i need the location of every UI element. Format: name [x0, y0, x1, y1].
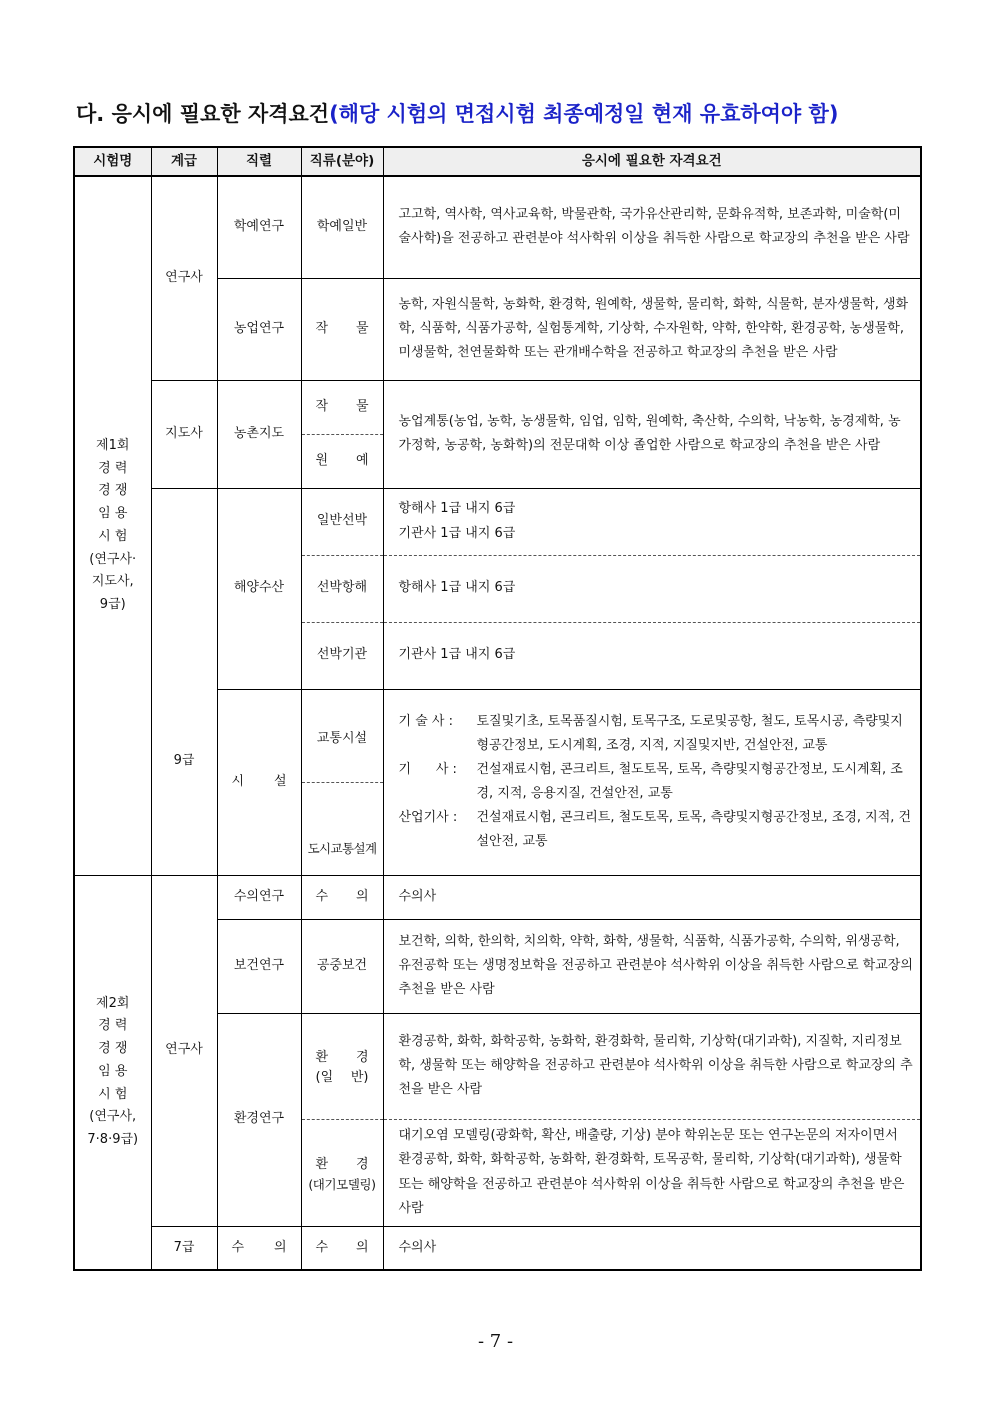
requirement-cell: 항해사 1급 내지 6급 기관사 1급 내지 6급 — [383, 488, 921, 555]
requirement-cell: 기 술 사 : 토질및기초, 토목품질시험, 토목구조, 도로및공항, 철도, 토목시공, 측량및지형공간정보, 도시계획, 조경, 지적, 지질및지반, 건설안전, 교통 기 사 : 건설재료시험, 콘크리트, 철도토목, 토목, 측량및지형공간정보, 도시계획, 조경, 지적, 응용지질, 건설안전, 교통 산업기사 : 건설재료시험, 콘크리트, 철도토목, 토목, 측량및지형공간정보, 조경, 지적, 건설안전, 교통 — [383, 689, 921, 875]
grade-cell: 9급 — [151, 488, 217, 875]
header-requirement: 응시에 필요한 자격요건 — [383, 147, 921, 176]
requirement-cell: 고고학, 역사학, 역사교육학, 박물관학, 국가유산관리학, 문화유적학, 보존과학, 미술학(미술사학)을 전공하고 관련분야 석사학위 이상을 취득한 사람으로 학교장의 추천을 받은 사람 — [383, 176, 921, 278]
exam-name-1: 제1회 경 력 경 쟁 임 용 시 험 (연구사· 지도사, 9급) — [74, 176, 151, 875]
requirement-cell: 기관사 1급 내지 6급 — [383, 622, 921, 689]
series-cell: 수 의 — [217, 1226, 301, 1270]
heading-note: (해당 시험의 면접시험 최종예정일 현재 유효하여야 함) — [329, 102, 839, 126]
requirement-cell: 항해사 1급 내지 6급 — [383, 555, 921, 622]
field-cell: 작 물 — [301, 380, 383, 434]
requirement-cell: 수의사 — [383, 875, 921, 919]
field-cell: 수 의 — [301, 1226, 383, 1270]
requirement-cell: 대기오염 모델링(광화학, 확산, 배출량, 기상) 분야 학위논문 또는 연구논문의 저자이면서 환경공학, 화학, 화학공학, 농화학, 환경화학, 토목공학, 물리학, 기상학(대기과학), 생물학 또는 해양학을 전공하고 관련분야 석사학위 이상을 취득한 사람으로 학교장의 추천을 받은 사람 — [383, 1119, 921, 1226]
field-cell: 일반선박 — [301, 488, 383, 555]
page-number: - 7 - — [477, 1331, 514, 1352]
grade-cell: 연구사 — [151, 176, 217, 380]
header-row — [74, 147, 921, 176]
field-cell: 공중보건 — [301, 919, 383, 1013]
field-cell: 작 물 — [301, 278, 383, 380]
field-cell: 선박항해 — [301, 555, 383, 622]
requirement-cell: 환경공학, 화학, 화학공학, 농화학, 환경화학, 물리학, 기상학(대기과학), 지질학, 지리정보학, 생물학 또는 해양학을 전공하고 관련분야 석사학위 이상을 취득한 사람으로 학교장의 추천을 받은 사람 — [383, 1013, 921, 1119]
requirement-cell: 수의사 — [383, 1226, 921, 1270]
field-cell: 환 경 (일 반) — [301, 1013, 383, 1119]
header-field: 직류(분야) — [301, 147, 383, 176]
field-cell: 도시교통설계 — [301, 782, 383, 875]
grade-cell: 7급 — [151, 1226, 217, 1270]
field-cell: 교통시설 — [301, 689, 383, 782]
series-cell: 해양수산 — [217, 488, 301, 689]
series-cell: 수의연구 — [217, 875, 301, 919]
requirement-cell: 보건학, 의학, 한의학, 치의학, 약학, 화학, 생물학, 식품학, 식품가공학, 수의학, 위생공학, 유전공학 또는 생명정보학을 전공하고 관련분야 석사학위 이상을 취득한 사람으로 학교장의 추천을 받은 사람 — [383, 919, 921, 1013]
series-cell: 농촌지도 — [217, 380, 301, 488]
series-cell: 학예연구 — [217, 176, 301, 278]
table-row — [74, 488, 921, 555]
header-exam: 시험명 — [74, 147, 151, 176]
section-heading — [76, 98, 936, 128]
series-cell: 농업연구 — [217, 278, 301, 380]
series-cell: 보건연구 — [217, 919, 301, 1013]
field-cell: 학예일반 — [301, 176, 383, 278]
table-row — [74, 176, 921, 278]
exam-name-2: 제2회 경 력 경 쟁 임 용 시 험 (연구사, 7·8·9급) — [74, 875, 151, 1270]
header-grade: 계급 — [151, 147, 217, 176]
series-cell: 환경연구 — [217, 1013, 301, 1226]
field-cell: 수 의 — [301, 875, 383, 919]
table-row — [74, 380, 921, 434]
table-row — [74, 1226, 921, 1270]
field-cell: 선박기관 — [301, 622, 383, 689]
field-cell: 원 예 — [301, 434, 383, 488]
header-series: 직렬 — [217, 147, 301, 176]
grade-cell: 지도사 — [151, 380, 217, 488]
series-cell: 시 설 — [217, 689, 301, 875]
heading-title: 다. 응시에 필요한 자격요건 — [76, 102, 330, 126]
requirement-cell: 농업계통(농업, 농학, 농생물학, 임업, 임학, 원예학, 축산학, 수의학, 낙농학, 농경제학, 농가정학, 농공학, 농화학)의 전문대학 이상 졸업한 사람으로 학교장의 추천을 받은 사람 — [383, 380, 921, 488]
requirements-table — [73, 146, 922, 1271]
table-row — [74, 875, 921, 919]
requirement-cell: 농학, 자원식물학, 농화학, 환경학, 원예학, 생물학, 물리학, 화학, 식물학, 분자생물학, 생화학, 식품학, 식품가공학, 실험통계학, 기상학, 수자원학, 약학, 한약학, 환경공학, 농생물학, 미생물학, 천연물화학 또는 관개배수학을 전공하고 학교장의 추천을 받은 사람 — [383, 278, 921, 380]
grade-cell: 연구사 — [151, 875, 217, 1226]
field-cell: 환 경 (대기모델링) — [301, 1119, 383, 1226]
